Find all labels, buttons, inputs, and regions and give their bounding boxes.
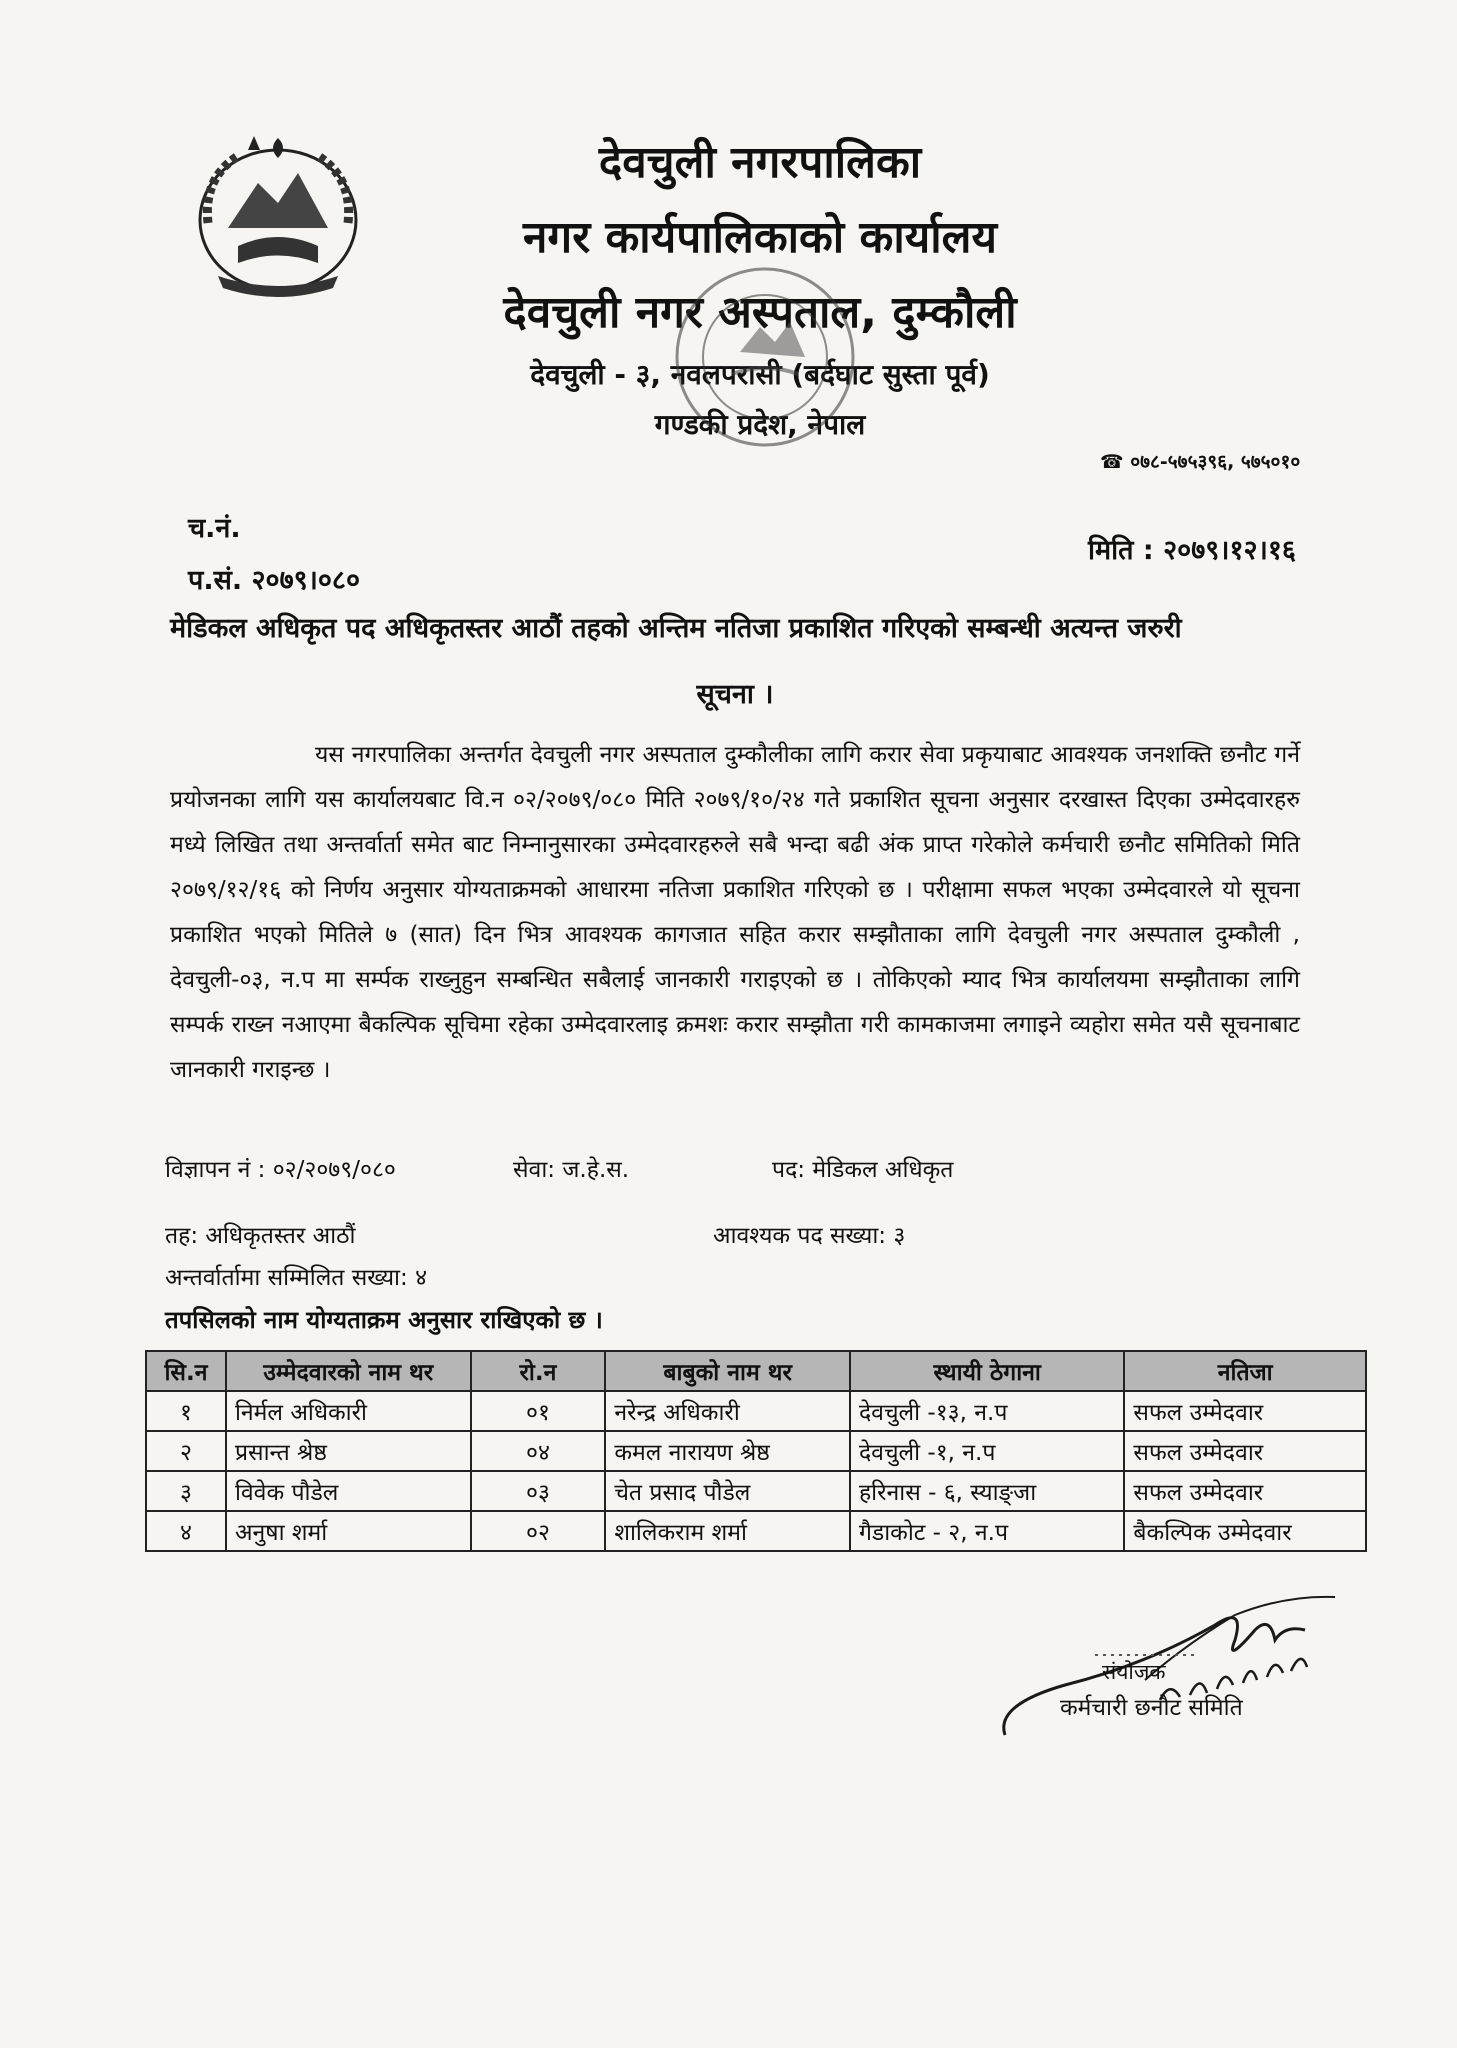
table-row: [146, 1471, 1366, 1511]
required-posts: आवश्यक पद सख्या: ३: [713, 1223, 906, 1249]
level-name: तह: अधिकृतस्तर आठौं: [165, 1223, 356, 1249]
table-row: [146, 1391, 1366, 1431]
cell-father-name: कमल नारायण श्रेष्ठ: [605, 1431, 850, 1471]
office-address: देवचुली - ३, नवलपरासी (बर्दघाट सुस्ता पूर्व): [530, 358, 990, 391]
cell-result: सफल उम्मेदवार: [1124, 1431, 1366, 1471]
cell-serial: १: [146, 1391, 226, 1431]
cell-result: बैकल्पिक उम्मेदवार: [1124, 1511, 1366, 1551]
nepal-emblem-icon: [178, 128, 378, 303]
fiscal-year: प.सं. २०७९।०८०: [188, 565, 361, 596]
cell-father-name: नरेन्द्र अधिकारी: [605, 1391, 850, 1431]
cell-serial: ३: [146, 1471, 226, 1511]
cell-candidate-name: प्रसान्त श्रेष्ठ: [226, 1431, 471, 1471]
subject-line-1: मेडिकल अधिकृत पद अधिकृतस्तर आठौं तहको अन्तिम नतिजा प्रकाशित गरिएको सम्बन्धी अत्यन्त जरुरी: [170, 613, 1182, 644]
header-roll-number: रो.न: [471, 1351, 606, 1391]
table-header-row: [146, 1351, 1366, 1391]
list-note: तपसिलको नाम योग्यताक्रम अनुसार राखिएको छ ।: [165, 1306, 603, 1334]
table-row: [146, 1431, 1366, 1471]
interview-count: अन्तर्वार्तामा सम्मिलित सख्या: ४: [165, 1265, 428, 1291]
header-serial: सि.न: [146, 1351, 226, 1391]
signatory-committee: कर्मचारी छनौट समिति: [1060, 1695, 1243, 1721]
office-stamp-icon: [670, 262, 860, 452]
cell-address: हरिनास - ६, स्याङ्जा: [850, 1471, 1124, 1511]
post-name: पद: मेडिकल अधिकृत: [772, 1157, 954, 1183]
results-table: [145, 1350, 1367, 1552]
cell-result: सफल उम्मेदवार: [1124, 1391, 1366, 1431]
header-permanent-address: स्थायी ठेगाना: [850, 1351, 1124, 1391]
cell-father-name: चेत प्रसाद पौडेल: [605, 1471, 850, 1511]
cell-address: गैडाकोट - २, न.प: [850, 1511, 1124, 1551]
municipality-name: देवचुली नगरपालिका: [598, 137, 922, 188]
cell-father-name: शालिकराम शर्मा: [605, 1511, 850, 1551]
phone-number: ☎ ०७८-५७५३९६, ५७५०१०: [1100, 451, 1301, 473]
cell-serial: २: [146, 1431, 226, 1471]
header-result: नतिजा: [1124, 1351, 1366, 1391]
notice-body: यस नगरपालिका अन्तर्गत देवचुली नगर अस्पताल दुम्कौलीका लागि करार सेवा प्रकृयाबाट आवश्यक जनशक्ति छनौट गर्ने प्रयोजनका लागि यस कार्यालयबाट वि.न ०२/२०७९/०८० मिति २०७९/१०/२४ गते प्रकाशित सूचना अनुसार दरखास्त दिएका उम्मेदवारहरु मध्ये लिखित तथा अन्तर्वार्ता समेत बाट निम्नानुसारका उम्मेदवारहरुले सबै भन्दा बढी अंक प्राप्त गरेकोले कर्मचारी छनौट समितिको मिति २०७९/१२/१६ को निर्णय अनुसार योग्यताक्रमको आधारमा नतिजा प्रकाशित गरिएको छ । परीक्षामा सफल भएका उम्मेदवारले यो सूचना प्रकाशित भएको मितिले ७ (सात) दिन भित्र आवश्यक कागजात सहित करार सम्झौताका लागि देवचुली नगर अस्पताल दुम्कौली , देवचुली-०३, न.प मा सर्म्पक राख्नुहुन सम्बन्धित सबैलाई जानकारी गराइएको छ । तोकिएको म्याद भित्र कार्यालयमा सम्झौताका लागि सम्पर्क राख्न नआएमा बैकल्पिक सूचिमा रहेका उम्मेदवारलाइ क्रमशः करार सम्झौता गरी कामकाजमा लगाइने व्यहोरा समेत यसै सूचनाबाट जानकारी गराइन्छ ।: [170, 742, 1300, 1083]
notice-date: मिति : २०७९।१२।१६: [1088, 535, 1296, 566]
cell-roll-number: ०२: [471, 1511, 606, 1551]
cell-address: देवचुली -१३, न.प: [850, 1391, 1124, 1431]
signatory-role: संयोजक: [1102, 1660, 1166, 1684]
cell-address: देवचुली -१, न.प: [850, 1431, 1124, 1471]
cell-roll-number: ०१: [471, 1391, 606, 1431]
header-father-name: बाबुको नाम थर: [605, 1351, 850, 1391]
cell-result: सफल उम्मेदवार: [1124, 1471, 1366, 1511]
service-name: सेवा: ज.हे.स.: [513, 1157, 630, 1183]
notice-subject: [170, 605, 1300, 719]
table-row: [146, 1511, 1366, 1551]
cell-roll-number: ०३: [471, 1471, 606, 1511]
cell-candidate-name: विवेक पौडेल: [226, 1471, 471, 1511]
cha-number: च.नं.: [188, 513, 241, 544]
cell-serial: ४: [146, 1511, 226, 1551]
advertisement-number: विज्ञापन नं : ०२/२०७९/०८०: [165, 1157, 396, 1183]
cell-roll-number: ०४: [471, 1431, 606, 1471]
subject-line-2: सूचना ।: [696, 679, 774, 710]
cell-candidate-name: निर्मल अधिकारी: [226, 1391, 471, 1431]
province-name: गण्डकी प्रदेश, नेपाल: [654, 408, 866, 441]
office-name: नगर कार्यपालिकाको कार्यालय: [523, 212, 997, 263]
header-candidate-name: उम्मेदवारको नाम थर: [226, 1351, 471, 1391]
cell-candidate-name: अनुषा शर्मा: [226, 1511, 471, 1551]
hospital-name: देवचुली नगर अस्पताल, दुम्कौली: [503, 287, 1017, 338]
